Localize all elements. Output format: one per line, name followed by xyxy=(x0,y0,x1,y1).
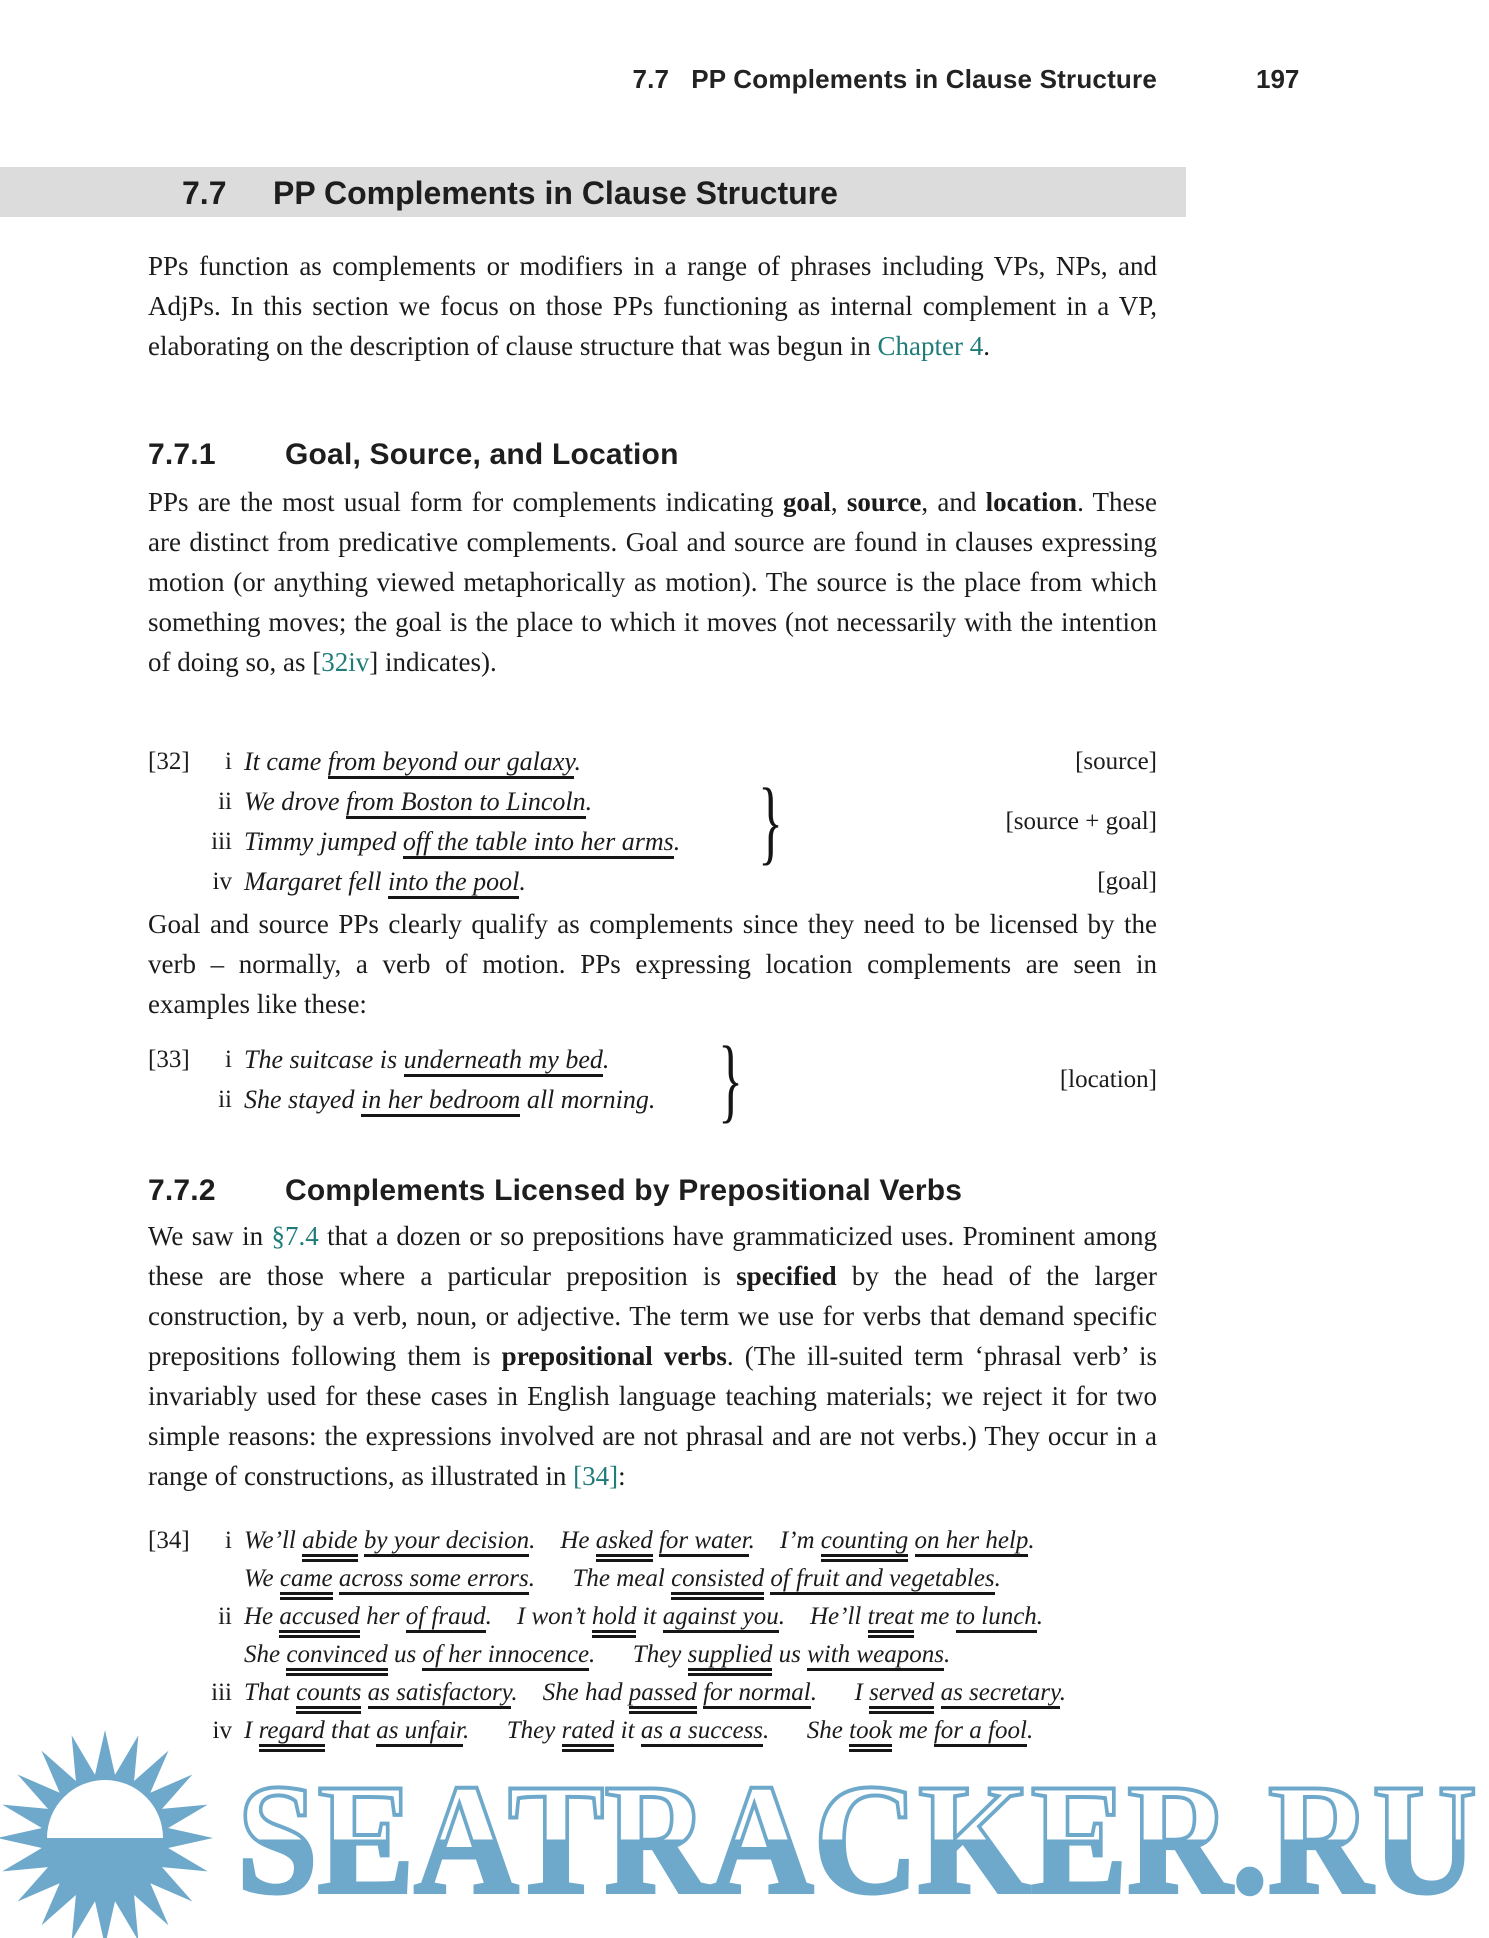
text-segment: We’ll xyxy=(244,1527,303,1554)
text-segment: that xyxy=(324,1717,377,1744)
text-segment: it xyxy=(614,1717,641,1744)
text-segment: That xyxy=(244,1679,297,1706)
cross-reference-link[interactable]: Chapter 4 xyxy=(877,331,984,361)
text-segment: rated xyxy=(562,1717,615,1752)
text-segment: counts xyxy=(296,1679,361,1714)
example-row xyxy=(148,1636,1157,1674)
subsection-number: 7.7.1 xyxy=(148,438,216,471)
example-number: [33] xyxy=(148,1046,190,1073)
text-segment: on her help xyxy=(915,1527,1029,1557)
text-segment: to lunch xyxy=(956,1603,1037,1633)
example-row xyxy=(148,742,1157,782)
text-segment: The meal xyxy=(572,1565,672,1592)
example-item-roman: i xyxy=(225,748,232,775)
text-segment: by your decision xyxy=(364,1527,529,1557)
example-item-roman: iv xyxy=(212,1717,232,1744)
text-segment: . xyxy=(983,331,991,361)
text-segment: me xyxy=(913,1603,956,1630)
example-row xyxy=(148,1712,1157,1750)
example-sentence xyxy=(244,1080,655,1120)
text-segment: location xyxy=(985,487,1078,517)
text-segment: They xyxy=(632,1641,688,1668)
text-segment xyxy=(358,1527,364,1554)
text-segment: from Boston to Lincoln xyxy=(346,787,586,819)
example-sentence xyxy=(244,1674,1066,1712)
example-item-roman: i xyxy=(225,1527,232,1554)
text-segment: , xyxy=(830,487,847,517)
example-sentence xyxy=(244,1598,1043,1636)
text-segment: across some errors xyxy=(339,1565,529,1595)
text-segment: He xyxy=(244,1603,280,1630)
text-segment: He xyxy=(560,1527,596,1554)
page-number: 197 xyxy=(1256,64,1300,94)
text-segment: came xyxy=(280,1565,333,1600)
text-segment: She xyxy=(806,1717,850,1744)
text-segment: us xyxy=(772,1641,808,1668)
text-segment: . xyxy=(810,1679,855,1706)
section-heading-bar xyxy=(0,167,1186,217)
example-row xyxy=(148,1080,1157,1120)
text-segment: accused xyxy=(279,1603,360,1638)
text-segment: Margaret fell xyxy=(244,867,388,896)
intro-paragraph xyxy=(148,246,1157,366)
example-row xyxy=(148,862,1157,902)
text-segment: for normal xyxy=(703,1679,811,1709)
subsection-title: Complements Licensed by Prepositional Verbs xyxy=(285,1174,963,1207)
text-segment xyxy=(361,1679,367,1706)
text-segment: regard xyxy=(259,1717,325,1752)
text-segment: I’m xyxy=(779,1527,821,1554)
example-row xyxy=(148,1674,1157,1712)
text-segment: abide xyxy=(302,1527,358,1562)
text-segment: specified xyxy=(736,1261,837,1291)
text-segment: The suitcase is xyxy=(244,1045,404,1074)
text-segment: . xyxy=(1028,1527,1035,1554)
example-function-label: [goal] xyxy=(1097,868,1157,895)
watermark-text: SEATRACKER.RU xyxy=(237,1756,1477,1927)
example-sentence xyxy=(244,1522,1035,1560)
text-segment: asked xyxy=(596,1527,653,1562)
text-segment: . xyxy=(485,1603,517,1630)
text-segment: for a fool xyxy=(934,1717,1027,1747)
text-segment: for water xyxy=(659,1527,749,1557)
text-segment: source xyxy=(846,487,922,517)
text-segment: We drove xyxy=(244,787,347,816)
text-segment: against you xyxy=(663,1603,779,1633)
example-function-label: [source] xyxy=(1075,748,1157,775)
text-segment: . xyxy=(778,1603,810,1630)
text-segment: all morning. xyxy=(520,1085,656,1114)
running-header xyxy=(148,64,1157,95)
example-sentence xyxy=(244,1636,950,1674)
text-segment: . xyxy=(589,1641,633,1668)
example-row xyxy=(148,1040,1157,1080)
text-segment: Goal and source PPs clearly qualify as complements since they need to be licensed by the verb – normally, a verb of motion. PPs expressing location complements are seen in examples like these: xyxy=(148,909,1157,1019)
cross-reference-link[interactable]: 32iv xyxy=(321,647,370,677)
text-segment: . xyxy=(673,827,681,856)
grouping-brace: } xyxy=(758,770,783,874)
text-segment: We saw in xyxy=(148,1221,272,1251)
example-item-roman: ii xyxy=(218,1086,232,1113)
text-segment: . xyxy=(1036,1603,1044,1630)
example-number: [32] xyxy=(148,748,190,775)
subsection-title: Goal, Source, and Location xyxy=(285,438,679,471)
section-number: 7.7 xyxy=(182,175,227,211)
example-sentence xyxy=(244,782,592,822)
example-number: [34] xyxy=(148,1527,190,1554)
example-sentence xyxy=(244,822,680,862)
goal-source-location-paragraph xyxy=(148,482,1157,682)
text-segment: her xyxy=(359,1603,406,1630)
text-segment: with weapons xyxy=(807,1641,944,1671)
text-segment: took xyxy=(849,1717,892,1752)
text-segment: . xyxy=(763,1717,807,1744)
text-segment: , and xyxy=(921,487,986,517)
text-segment: of fruit and vegetables xyxy=(770,1565,994,1595)
example-sentence xyxy=(244,1560,1001,1598)
watermark-sun-logo xyxy=(0,1727,216,1938)
text-segment: She had xyxy=(542,1679,629,1706)
text-segment: of fraud xyxy=(406,1603,486,1633)
running-header-section-number: 7.7 xyxy=(632,64,670,94)
text-segment: consisted xyxy=(671,1565,764,1600)
grouping-brace: } xyxy=(718,1028,743,1132)
text-segment: It came xyxy=(244,747,328,776)
text-segment: . xyxy=(994,1565,1001,1592)
example-row xyxy=(148,1598,1157,1636)
text-segment: that a dozen or so prepositions have grammaticized uses. Prominent among these are those where a particular preposition is xyxy=(148,1221,1158,1291)
example-item-roman: iv xyxy=(212,868,232,895)
text-segment: by the head of the larger construction, by a verb, noun, or adjective. The term we use for verbs that demand specific prepositions following them is xyxy=(148,1261,1157,1371)
cross-reference-link[interactable]: §7.4 xyxy=(271,1221,319,1251)
example-brace-group xyxy=(148,770,1157,874)
example-sentence xyxy=(244,742,581,782)
example-item-roman: iii xyxy=(211,828,232,855)
text-segment: me xyxy=(892,1717,934,1744)
subsection-heading-771 xyxy=(148,438,679,472)
text-segment: He’ll xyxy=(809,1603,868,1630)
text-segment: as unfair xyxy=(376,1717,463,1747)
running-header-title: PP Complements in Clause Structure xyxy=(691,64,1157,94)
text-segment: I won’t xyxy=(516,1603,592,1630)
text-segment: : xyxy=(618,1461,626,1491)
example-sentence xyxy=(244,1712,1033,1750)
text-segment: underneath my bed xyxy=(404,1045,603,1077)
text-segment: We xyxy=(244,1565,280,1592)
text-segment: goal xyxy=(782,487,831,517)
text-segment: treat xyxy=(868,1603,914,1638)
text-segment: . xyxy=(1059,1679,1067,1706)
subsection-number: 7.7.2 xyxy=(148,1174,216,1207)
location-complements-paragraph xyxy=(148,904,1157,1024)
text-segment: ] indicates). xyxy=(369,647,497,677)
text-segment: into the pool xyxy=(388,867,519,899)
example-function-label: [location] xyxy=(1059,1066,1157,1093)
text-segment: PPs are the most usual form for complements indicating xyxy=(148,487,783,517)
example-32 xyxy=(148,742,1157,902)
text-segment: in her bedroom xyxy=(361,1085,520,1117)
text-segment: it xyxy=(636,1603,663,1630)
text-segment: They xyxy=(506,1717,562,1744)
text-segment: counting xyxy=(821,1527,909,1562)
example-item-roman: iii xyxy=(211,1679,232,1706)
text-segment: . xyxy=(602,1045,610,1074)
example-item-roman: ii xyxy=(218,1603,232,1630)
text-segment: from beyond our galaxy xyxy=(328,747,575,779)
text-segment: Timmy jumped xyxy=(244,827,403,856)
text-segment: . xyxy=(574,747,581,776)
text-segment: served xyxy=(869,1679,934,1714)
text-segment: . These are distinct from predicative complements. Goal and source are found in clauses expressing motion (or anything viewed metaphorically as motion). The source is the place from which something moves; the goal is the place to which it moves (not necessarily with the intention of doing so, as [ xyxy=(148,487,1158,677)
example-item-roman: ii xyxy=(218,788,232,815)
text-segment: prepositional verbs xyxy=(501,1341,727,1371)
example-row xyxy=(148,1522,1157,1560)
text-segment: as satisfactory xyxy=(368,1679,512,1709)
text-segment: I xyxy=(854,1679,870,1706)
example-row xyxy=(148,1560,1157,1598)
example-sentence xyxy=(244,1040,609,1080)
example-33 xyxy=(148,1028,1157,1132)
text-segment: . xyxy=(528,1565,573,1592)
text-segment: I xyxy=(244,1717,259,1744)
text-segment: off the table into her arms xyxy=(403,827,674,859)
text-segment: hold xyxy=(592,1603,636,1638)
text-segment: PPs function as complements or modifiers in a range of phrases including VPs, NPs, and AdjPs. In this section we focus on those PPs functioning as internal complement in a VP, elaborating on the description of clause structure that was begun in xyxy=(148,251,1157,361)
text-segment: . xyxy=(463,1717,507,1744)
text-segment: convinced xyxy=(286,1641,387,1676)
text-segment: . xyxy=(748,1527,780,1554)
example-function-label: [source + goal] xyxy=(1005,808,1157,835)
text-segment: . xyxy=(943,1641,951,1668)
example-sentence xyxy=(244,862,526,902)
text-segment: . xyxy=(1026,1717,1034,1744)
subsection-heading-772 xyxy=(148,1174,962,1208)
example-34 xyxy=(148,1522,1157,1750)
text-segment: us xyxy=(387,1641,423,1668)
prepositional-verbs-paragraph xyxy=(148,1216,1157,1496)
text-segment: supplied xyxy=(688,1641,773,1676)
text-segment: She xyxy=(244,1641,287,1668)
example-brace-group xyxy=(148,1028,1157,1132)
text-segment: as secretary xyxy=(941,1679,1060,1709)
example-item-roman: i xyxy=(225,1046,232,1073)
text-segment: . (The ill-suited term ‘phrasal verb’ is invariably used for these cases in English language teaching materials; we reject it for two simple reasons: the expressions involved are not phrasal and are not verbs.) They occur in a range of constructions, as illustrated in xyxy=(148,1341,1158,1491)
text-segment: . xyxy=(585,787,593,816)
text-segment: . xyxy=(529,1527,561,1554)
text-segment: She stayed xyxy=(244,1085,361,1114)
text-segment xyxy=(934,1679,940,1706)
text-segment: . xyxy=(511,1679,543,1706)
text-segment: of her innocence xyxy=(422,1641,589,1671)
watermark-wordmark xyxy=(233,1756,1485,1938)
text-segment xyxy=(333,1565,339,1592)
text-segment: passed xyxy=(629,1679,697,1714)
text-segment: as a success xyxy=(641,1717,763,1747)
text-segment: . xyxy=(519,867,526,896)
cross-reference-link[interactable]: [34] xyxy=(573,1461,619,1491)
section-title: PP Complements in Clause Structure xyxy=(273,175,838,211)
text-segment xyxy=(908,1527,914,1554)
